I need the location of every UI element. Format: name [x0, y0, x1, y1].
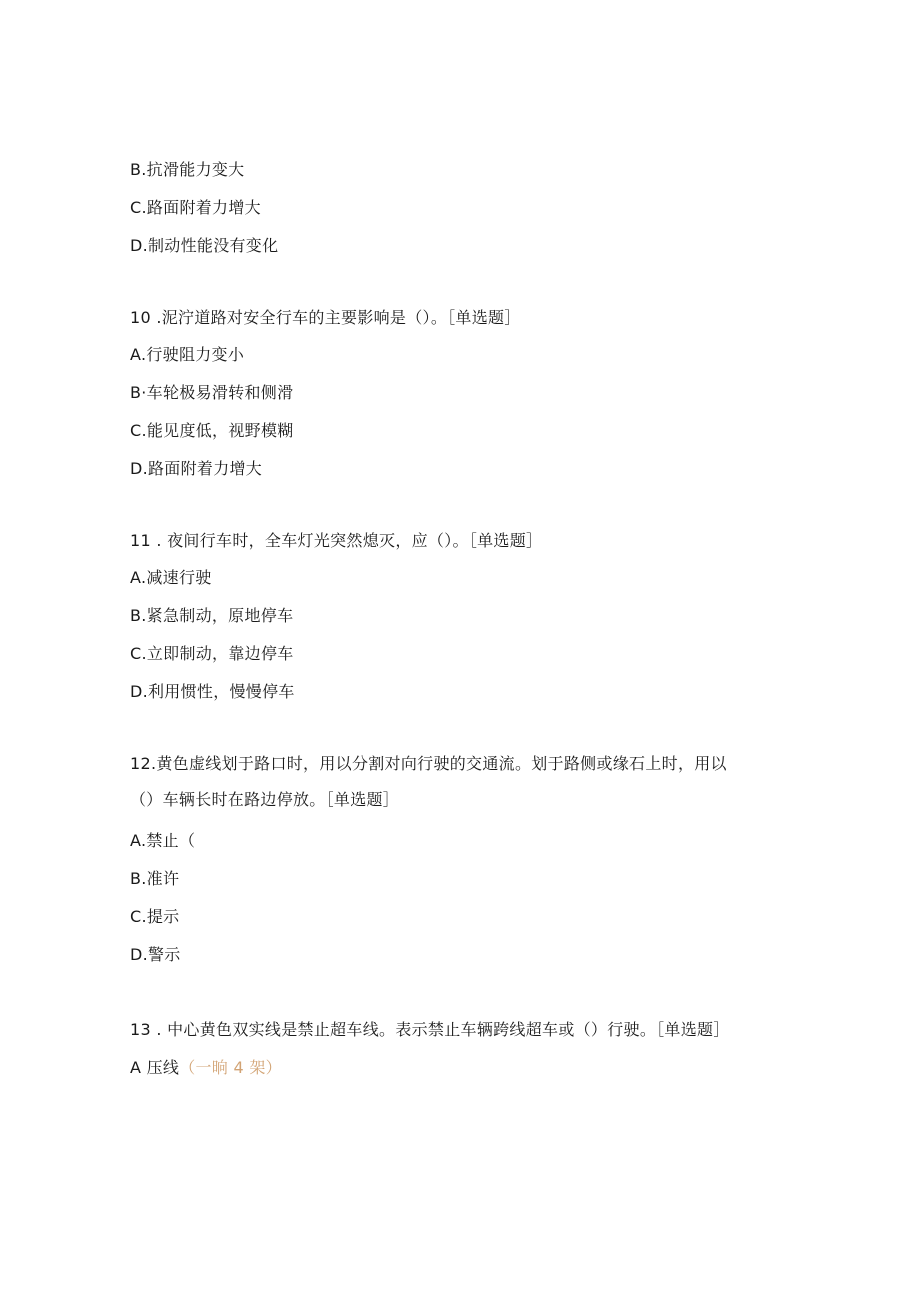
q11-option-d: D.利用惯性，慢慢停车: [130, 682, 295, 701]
q10-option-b: B·车轮极易滑转和侧滑: [130, 383, 294, 402]
q13-stem: 13 . 中心黄色双实线是禁止超车线。表示禁止车辆跨线超车或（）行驶。［单选题］: [130, 1020, 730, 1039]
q13-option-a-note: （一晌 4 架）: [179, 1058, 282, 1077]
q10-option-d: D.路面附着力增大: [130, 459, 263, 478]
q12-option-b: B.准许: [130, 869, 180, 888]
q10-option-a: A.行驶阻力变小: [130, 345, 245, 364]
q9-option-b: B.抗滑能力变大: [130, 160, 245, 179]
q12-option-d: D.警示: [130, 945, 181, 964]
q12-option-a: A.禁止（: [130, 831, 196, 850]
q12-stem-line2: （）车辆长时在路边停放。［单选题］: [130, 790, 400, 809]
q11-stem: 11 . 夜间行车时，全车灯光突然熄灭，应（）。［单选题］: [130, 531, 543, 550]
q9-option-d: D.制动性能没有变化: [130, 236, 279, 255]
q11-option-c: C.立即制动，靠边停车: [130, 644, 294, 663]
q12-stem-line1: 12.黄色虚线划于路口时，用以分割对向行驶的交通流。划于路侧或缘石上时，用以: [130, 754, 727, 773]
q10-option-c: C.能见度低，视野模糊: [130, 421, 294, 440]
q10-stem: 10 .泥泞道路对安全行车的主要影响是（）。［单选题］: [130, 308, 521, 327]
q13-option-a-label: A 压线: [130, 1058, 180, 1077]
q12-option-c: C.提示: [130, 907, 180, 926]
q13-option-a: [130, 1057, 282, 1079]
q11-option-a: A.减速行驶: [130, 568, 212, 587]
q9-option-c: C.路面附着力增大: [130, 198, 261, 217]
q11-option-b: B.紧急制动，原地停车: [130, 606, 294, 625]
